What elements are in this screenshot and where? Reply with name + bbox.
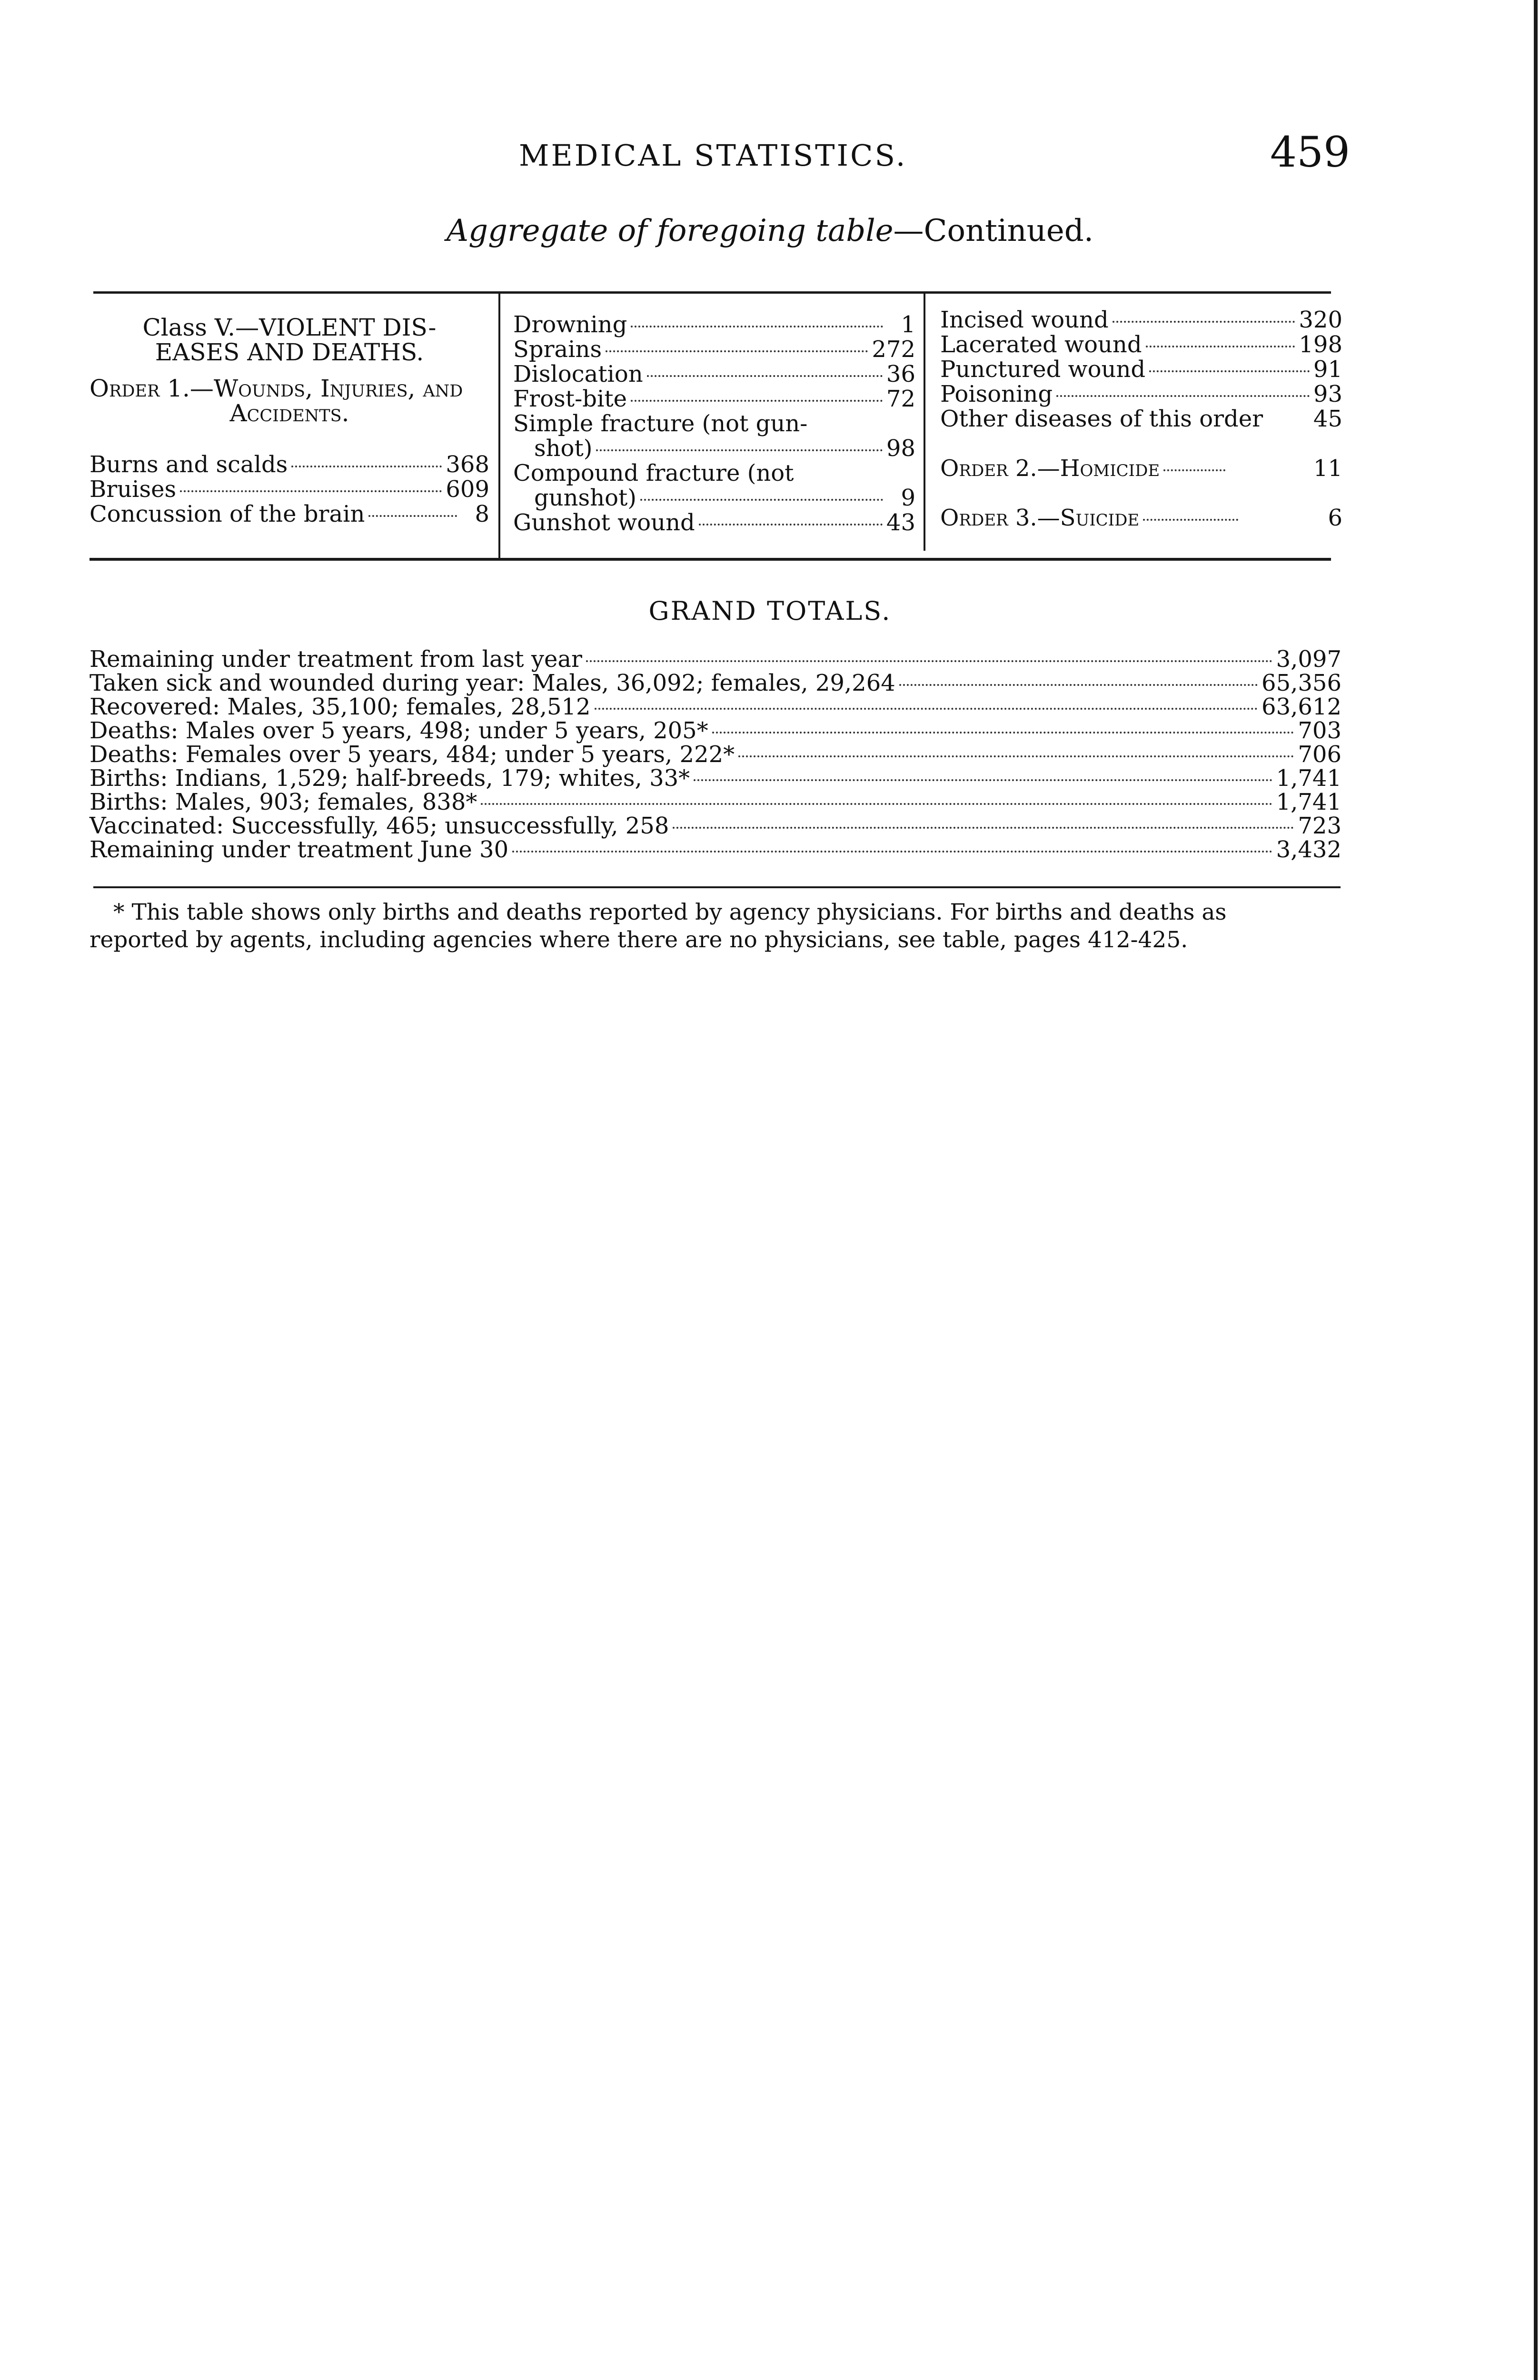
class-heading-line-1: Class V.—VIOLENT DIS- [142, 314, 437, 341]
simple-fracture-line-1: Simple fracture (not gun- [513, 410, 808, 437]
gunshot-wound-row: Gunshot wound 43 [513, 509, 915, 536]
order-heading-line-2: Accidents. [229, 399, 349, 427]
table-row: Dislocation 36 [513, 361, 915, 387]
table-row: Incised wound 320 [940, 307, 1342, 333]
totals-row: Remaining under treatment June 30 3,432 [89, 836, 1341, 863]
scan-edge-right [1534, 0, 1538, 2380]
other-diseases-row: Other diseases of this order 45 [940, 406, 1342, 432]
table-row: Drowning 1 [513, 311, 915, 338]
table-row: Concussion of the brain 8 [89, 501, 489, 527]
grand-totals-heading: GRAND TOTALS. [648, 596, 892, 626]
footnote-line-2: reported by agents, including agencies where there are no physicians, see table, pages 412-425. [89, 927, 1188, 953]
page-number: 459 [1270, 128, 1350, 177]
table-row: Lacerated wound 198 [940, 331, 1342, 358]
footnote [89, 899, 1346, 954]
table-row: Sprains 272 [513, 336, 915, 363]
totals-row: Remaining under treatment from last year 3,097 [89, 646, 1341, 673]
table-row: Poisoning 93 [940, 381, 1342, 407]
table-column-2 [513, 312, 915, 535]
table-column-1 [89, 315, 489, 526]
totals-row: Births: Males, 903; females, 838* 1,741 [89, 789, 1341, 815]
totals-row: Deaths: Females over 5 years, 484; under 5 years, 222* 706 [89, 741, 1341, 768]
order-3-suicide-row: Order 3.—Suicide 6 [940, 505, 1342, 531]
simple-fracture-line-2: shot) 98 [534, 435, 915, 462]
order-2-homicide-row: Order 2.—Homicide 11 [940, 455, 1342, 482]
totals-row: Deaths: Males over 5 years, 498; under 5 years, 205* 703 [89, 717, 1341, 744]
table-top-rule [93, 291, 1331, 294]
running-head: MEDICAL STATISTICS. [519, 138, 907, 173]
order-heading-text: Order 1.—Wounds, Injuries, and [89, 375, 463, 402]
class-heading-line-2: EASES AND DEATHS. [155, 338, 424, 366]
table-bottom-rule [89, 558, 1331, 561]
totals-row: Taken sick and wounded during year: Males, 36,092; females, 29,264 65,356 [89, 670, 1341, 696]
table-row: Punctured wound 91 [940, 356, 1342, 383]
totals-row: Recovered: Males, 35,100; females, 28,512 63,612 [89, 694, 1341, 720]
compound-fracture-line-2: gunshot) 9 [534, 485, 915, 511]
order-heading-line-1 [89, 376, 489, 401]
table-column-3 [940, 307, 1342, 530]
grand-totals-list [89, 647, 1341, 862]
subtitle-continued: —Continued. [893, 213, 1094, 248]
column-divider-1 [498, 291, 500, 558]
table-subtitle [0, 213, 1540, 248]
totals-row: Vaccinated: Successfully, 465; unsuccessfully, 258 723 [89, 813, 1341, 839]
table-row: Burns and scalds 368 [89, 451, 489, 478]
footnote-rule [93, 886, 1341, 888]
compound-fracture-line-1: Compound fracture (not [513, 460, 794, 486]
table-row: Frost-bite 72 [513, 386, 915, 412]
column-divider-2 [924, 291, 925, 551]
footnote-line-1: * This table shows only births and deaths reported by agency physicians. For births and deaths as [113, 899, 1227, 925]
subtitle-italic: Aggregate of foregoing table [446, 213, 894, 248]
totals-row: Births: Indians, 1,529; half-breeds, 179; whites, 33* 1,741 [89, 765, 1341, 792]
table-row: Bruises 609 [89, 476, 489, 503]
